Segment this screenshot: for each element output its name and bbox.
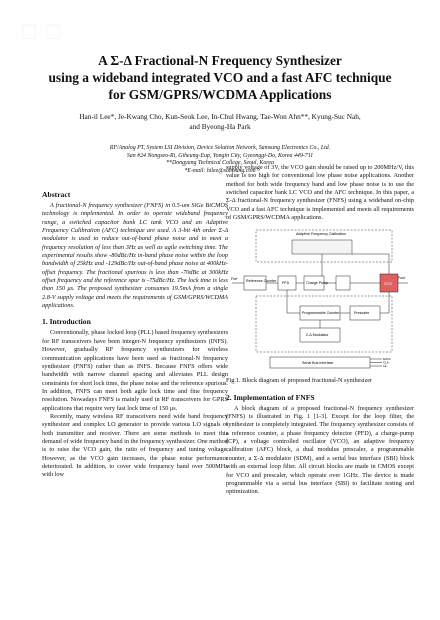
authors-line-2: and Byeong-Ha Park bbox=[189, 122, 251, 131]
title-line-1: A Σ-Δ Fractional-N Frequency Synthesizer bbox=[98, 53, 342, 68]
fout-label: Fout bbox=[398, 276, 406, 281]
sbi-label: Serial Bus Interface bbox=[302, 361, 334, 366]
block-diagram bbox=[230, 226, 410, 374]
watermark bbox=[20, 20, 62, 44]
ref-counter-label: Reference Counter bbox=[246, 279, 277, 284]
affil-line-1: RF/Analog PT, System LSI Division, Device Solution Network, Samsung Electronics Co., Ltd. bbox=[109, 145, 331, 151]
title-line-3: for GSM/GPRS/WCDMA Applications bbox=[108, 87, 332, 102]
affil-line-4: *E-mail: hilee@samsung.com bbox=[184, 167, 256, 174]
intro-paragraph-2: Recently, many wireless RF transceivers need wide band frequency synthesizer and complex LO generator to provide various LO signals of both transmitter and receiver. There are some methods to meet this demand of wide frequency band in the frequency synthesizer. One method is to raise the VCO gain, the ratio of frequency and tuning voltage. However, as the VCO gain increases, the phase noise performance deteriorated. In addition, to cover wide frequency band over 500MHz with low bbox=[42, 412, 228, 479]
fref-label: Fref bbox=[231, 277, 238, 282]
abstract-text: A fractional-N frequency synthesizer (FNFS) in 0.5-um SiGe BiCMOS technology is implemented. In order to operate wideband frequency range, a switched capacitor bank LC tank VCO and an Adaptive Frequency Calibration (AFC) technique are used. A 3-bit 4th order Σ-Δ modulator is used to reduce out-of-band phase noise and to meet a frequency resolution of less than 3Hz as well as agile switching time. The experimental results show -80dBc/Hz in-band phase noise within the loop bandwidth of 25kHz and -129dBc/Hz out-of-band phase noise at 400kHz-offset frequency. The fractional spurious is less than -70dBc at 300kHz offset frequency and the reference spur is -75dBc/Hz. The lock time is less than 150 μs. The proposed synthesizer consumes 19.5mA from a single 2.8-V supply voltage and meets the requirements of GSM/GPRS/WCDMA applications. bbox=[42, 202, 228, 310]
afc-block bbox=[292, 240, 352, 254]
sbi-signal-le: LE bbox=[383, 364, 387, 369]
sbi-signal-clk: CLK bbox=[383, 360, 389, 365]
afc-label: Adaptive Frequency Calibration bbox=[296, 232, 347, 237]
right-paragraph-1: supply voltage of 3V, the VCO gain should be raised up to 200MHz/V, this value is too high for conventional low phase noise applications. Another method for both wide frequency band and low phase noise is to use the switched capacitor bank LC VCO and the AFC technique. In this paper, a Σ-Δ fractional-N frequency synthesizer (FNFS) using a wideband on-chip VCO and a fast AFC technique is implemented and meets all requirements of GSM/GPRS/WCDMA applications. bbox=[226, 164, 414, 222]
authors-line-1: Han-il Lee*, Je-Kwang Cho, Kun-Seok Lee, In-Chul Hwang, Tae-Won Ahn**, Kyung-Suc Nah, bbox=[79, 112, 361, 121]
sbi-signal-data: DATA bbox=[383, 357, 391, 362]
intro-heading: 1. Introduction bbox=[42, 317, 91, 327]
block-diagram-figure bbox=[230, 226, 410, 374]
affil-line-3: **Dongyang Technical College, Seoul, Korea bbox=[166, 160, 274, 167]
sdm-label: Σ-Δ Modulator bbox=[306, 333, 329, 338]
vco-label: VCO bbox=[384, 282, 392, 287]
section-2-heading: 2. Implementation of FNFS bbox=[226, 392, 315, 402]
prescaler-label: Prescaler bbox=[354, 311, 370, 316]
abstract-heading: Abstract bbox=[42, 190, 71, 199]
authors bbox=[30, 112, 410, 132]
loop-filter-block bbox=[336, 276, 350, 290]
charge-pump-label: Charge Pump bbox=[306, 281, 329, 286]
affil-line-2: San #24 Nongseo-Ri, Giheung-Eup, Yongin City, Gyeonggi-Do, Korea 449-711 bbox=[126, 152, 314, 159]
divider-region bbox=[256, 296, 392, 352]
pfd-label: PFD bbox=[282, 281, 290, 286]
intro-paragraph-1: Conventionally, phase locked loop (PLL) based frequency synthesizers for RF transceivers have been integer-N frequency synthesizers (INFS). However, gradually RF frequency synthesizers for wireless communication applications have been used as fractional-N frequency synthesizer (FNFS) rather than as INFS. Because FNFS offers wide bandwidth with narrow channel spacing and alleviates PLL design constraints for short lock time, the phase noise and the reference spurious. In addition, FNFS can meet both agile lock time and fine frequency resolution. Nowadays FNFS is mainly used in RF transceivers for GPRS applications that require very fast lock time of 150 μs. bbox=[42, 329, 228, 412]
right-column bbox=[226, 164, 414, 497]
paper-title bbox=[0, 52, 440, 103]
title-line-2: using a wideband integrated VCO and a fast AFC technique bbox=[48, 70, 392, 85]
figure-caption: Fig.1. Block diagram of proposed fractional-N synthesizer bbox=[226, 377, 373, 385]
prog-counter-label: Programmable Counter bbox=[302, 311, 340, 316]
section-2-paragraph: A block diagram of a proposed fractional-N frequency synthesizer (FNFS) is illustrated in Fig. 1 [1-3]. Except for the loop filter, the synthesizer is completely integrated. The frequency synthesizer consists of a reference counter, a phase frequency detector (PFD), a charge-pump (CP), a voltage controlled oscillator (VCO), an adaptive frequency calibration (AFC) block, a dual modulus prescaler, a programmable counter, a Σ-Δ modulator (SDM), and a serial bus interface (SBI) block with an external loop filter. All circuit blocks are made in CMOS except for VCO and prescaler, which operate over 1GHz. The device is made programmable via a serial bus interface (SBI) to facilitate testing and optimization. bbox=[226, 404, 414, 496]
left-column bbox=[42, 190, 228, 480]
